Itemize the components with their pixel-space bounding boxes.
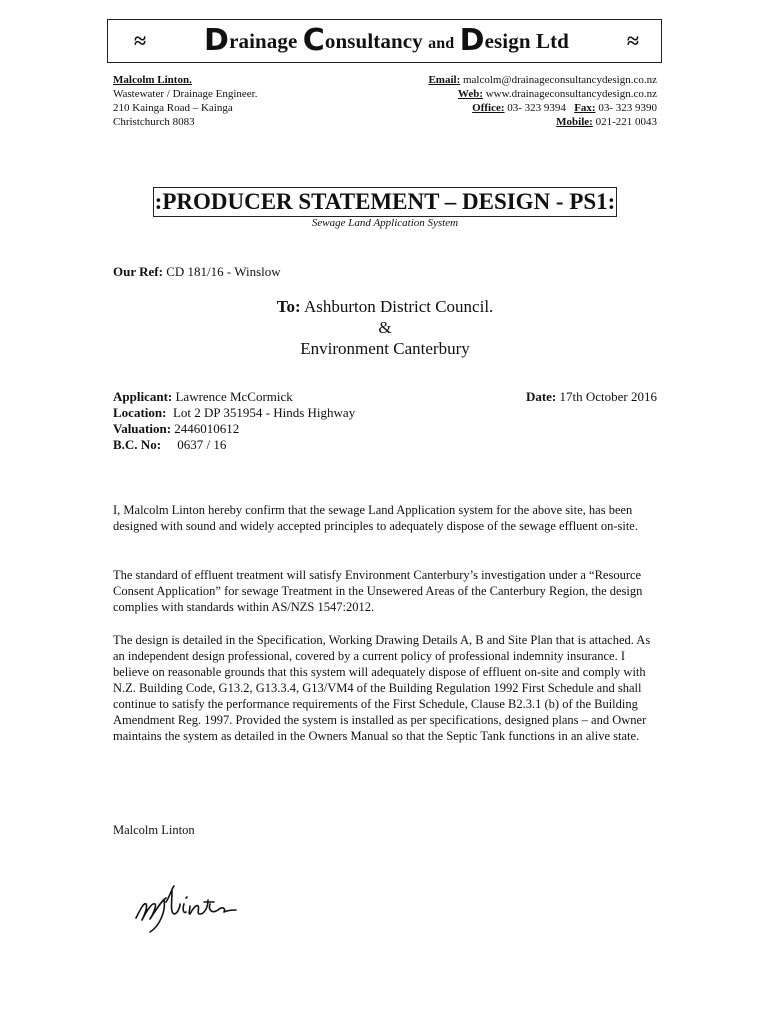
paragraph-design-details: The design is detailed in the Specification, Working Drawing Details A, B and Site Plan that is attached. As an independent design professional, covered by a current policy of professional indemnity insurance. I believe on reasonable grounds that this system will adequately dispose of effluent on-site and comply with N.Z. Building Code, G13.2, G13.3.4, G13/VM4 of the Building Regulation 1992 First Schedule and shall continue to satisfy the performance requirements of the First Schedule, Clause B2.3.1 (b) of the Building Amendment Reg. 1997. Provided the system is installed as per specifications, designed plans – and Owner maintains the system as detailed in the Owners Manual so that the Septic Tank functions in an alive state.: [113, 633, 651, 743]
sender-name: Malcolm Linton.: [113, 74, 192, 86]
our-ref-label: Our Ref:: [113, 264, 163, 279]
bc-value: 0637 / 16: [177, 437, 227, 452]
recipient-line1: [0, 296, 770, 317]
document-subtitle: Sewage Land Application System: [311, 217, 459, 229]
applicant-row: [113, 389, 355, 405]
office-label: Office:: [472, 102, 505, 114]
approx-symbol-left: ≈: [134, 28, 147, 53]
letterhead-banner: [107, 19, 662, 63]
company-initial-d2: D: [459, 23, 485, 58]
company-word-rainage: rainage: [229, 29, 298, 53]
sender-role: Wastewater / Drainage Engineer.: [113, 88, 258, 100]
statement-date: [526, 389, 657, 405]
office-number: 03- 323 9394: [507, 102, 566, 114]
company-word-esign: esign Ltd: [484, 29, 569, 53]
recipient-ampersand: &: [378, 318, 392, 337]
to-label: To:: [276, 297, 301, 316]
mobile-label: Mobile:: [556, 116, 593, 128]
approx-symbol-right: ≈: [626, 28, 639, 53]
sender-address-line2: Christchurch 8083: [113, 116, 195, 128]
location-value: Lot 2 DP 351954 - Hinds Highway: [172, 405, 356, 420]
bc-row: [113, 437, 355, 453]
date-label: Date:: [525, 389, 557, 404]
applicant-label: Applicant:: [113, 389, 173, 404]
company-initial-c: C: [302, 23, 325, 58]
mobile-line: [428, 115, 657, 129]
fax-number: 03- 323 9390: [598, 102, 657, 114]
document-title-row: [0, 187, 770, 217]
valuation-label: Valuation:: [113, 421, 172, 436]
web-line: [428, 87, 657, 101]
fax-label: Fax:: [574, 102, 596, 114]
document-title: :PRODUCER STATEMENT – DESIGN - PS1:: [153, 187, 618, 217]
recipient-2: Environment Canterbury: [300, 339, 470, 358]
company-word-onsultancy: onsultancy: [324, 29, 423, 53]
valuation-value: 2446010612: [174, 421, 240, 436]
bc-label: B.C. No:: [113, 437, 162, 452]
email-line: [428, 73, 657, 87]
web-label: Web:: [457, 88, 483, 100]
sender-contact-block: [113, 73, 258, 129]
contact-details-block: [428, 73, 657, 129]
our-ref-value: CD 181/16 - Winslow: [166, 264, 281, 279]
application-details: [113, 389, 355, 453]
sender-address-line1: 210 Kainga Road – Kainga: [113, 102, 233, 114]
paragraph-confirmation: I, Malcolm Linton hereby confirm that the sewage Land Application system for the above site, has been designed with sound and widely accepted principles to adequately dispose of the sewage effluent on-site.: [113, 503, 638, 533]
recipient-1: Ashburton District Council.: [303, 297, 494, 316]
applicant-value: Lawrence McCormick: [175, 389, 293, 404]
recipient-block: [0, 296, 770, 359]
web-address: www.drainageconsultancydesign.co.nz: [485, 88, 657, 100]
our-reference: [113, 264, 281, 280]
email-label: Email:: [428, 74, 461, 86]
company-name: [204, 23, 569, 58]
valuation-row: [113, 421, 355, 437]
handwritten-signature: [130, 880, 240, 936]
mobile-number: 021-221 0043: [595, 116, 657, 128]
paragraph-standard: The standard of effluent treatment will satisfy Environment Canterbury’s investigation under a “Resource Consent Application” for sewage Treatment in the Unsewered Areas of the Canterbury Region, the design complies with standards within AS/NZS 1547:2012.: [113, 568, 643, 614]
signoff-name: Malcolm Linton: [113, 823, 195, 837]
location-label: Location:: [113, 405, 167, 420]
date-value: 17th October 2016: [559, 389, 657, 404]
location-row: [113, 405, 355, 421]
phone-line: [428, 101, 657, 115]
company-initial-d: D: [204, 23, 230, 58]
company-word-and: and: [428, 35, 455, 52]
email-address: malcolm@drainageconsultancydesign.co.nz: [462, 74, 657, 86]
